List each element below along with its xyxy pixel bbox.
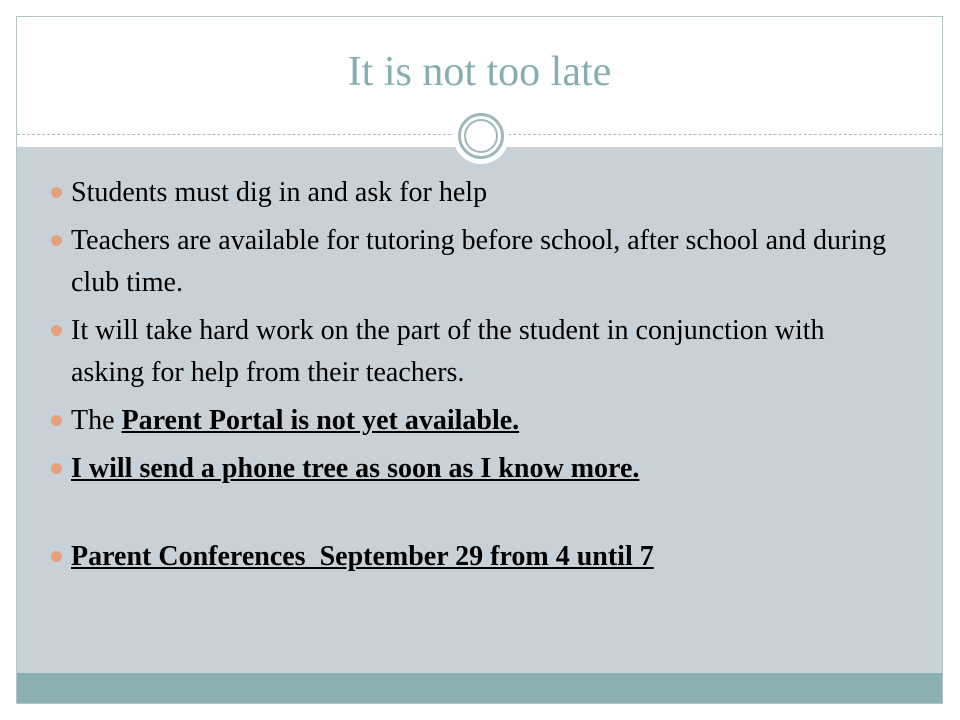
bullet-prefix: The <box>71 405 122 436</box>
circle-ornament-icon <box>453 108 509 164</box>
bullet-item <box>51 536 891 578</box>
bullet-text: Students must dig in and ask for help <box>71 177 488 208</box>
bullet-dot-icon <box>51 415 62 426</box>
bullet-item <box>51 220 891 304</box>
bullet-dot-icon <box>51 551 62 562</box>
bullet-item <box>51 448 891 490</box>
bullet-emphasis: Parent Portal is not yet available. <box>121 405 520 436</box>
bullet-text: Teachers are available for tutoring before school, after school and during club time. <box>71 225 887 298</box>
bullet-dot-icon <box>51 187 62 198</box>
footer-band <box>17 673 942 704</box>
bullet-emphasis: I will send a phone tree as soon as I know more. <box>71 453 640 484</box>
ornament-inner-ring <box>464 119 498 153</box>
bullet-item <box>51 400 891 442</box>
bullet-list <box>51 172 891 584</box>
slide-title: It is not too late <box>347 49 612 95</box>
bullet-text: It will take hard work on the part of the student in conjunction with asking for help from their teachers. <box>71 315 825 388</box>
bullet-dot-icon <box>51 325 62 336</box>
bullet-dot-icon <box>51 463 62 474</box>
bullet-dot-icon <box>51 235 62 246</box>
slide <box>16 16 943 704</box>
bullet-emphasis: Parent Conferences September 29 from 4 until 7 <box>71 541 654 572</box>
bullet-item <box>51 310 891 394</box>
bullet-item <box>51 172 891 214</box>
